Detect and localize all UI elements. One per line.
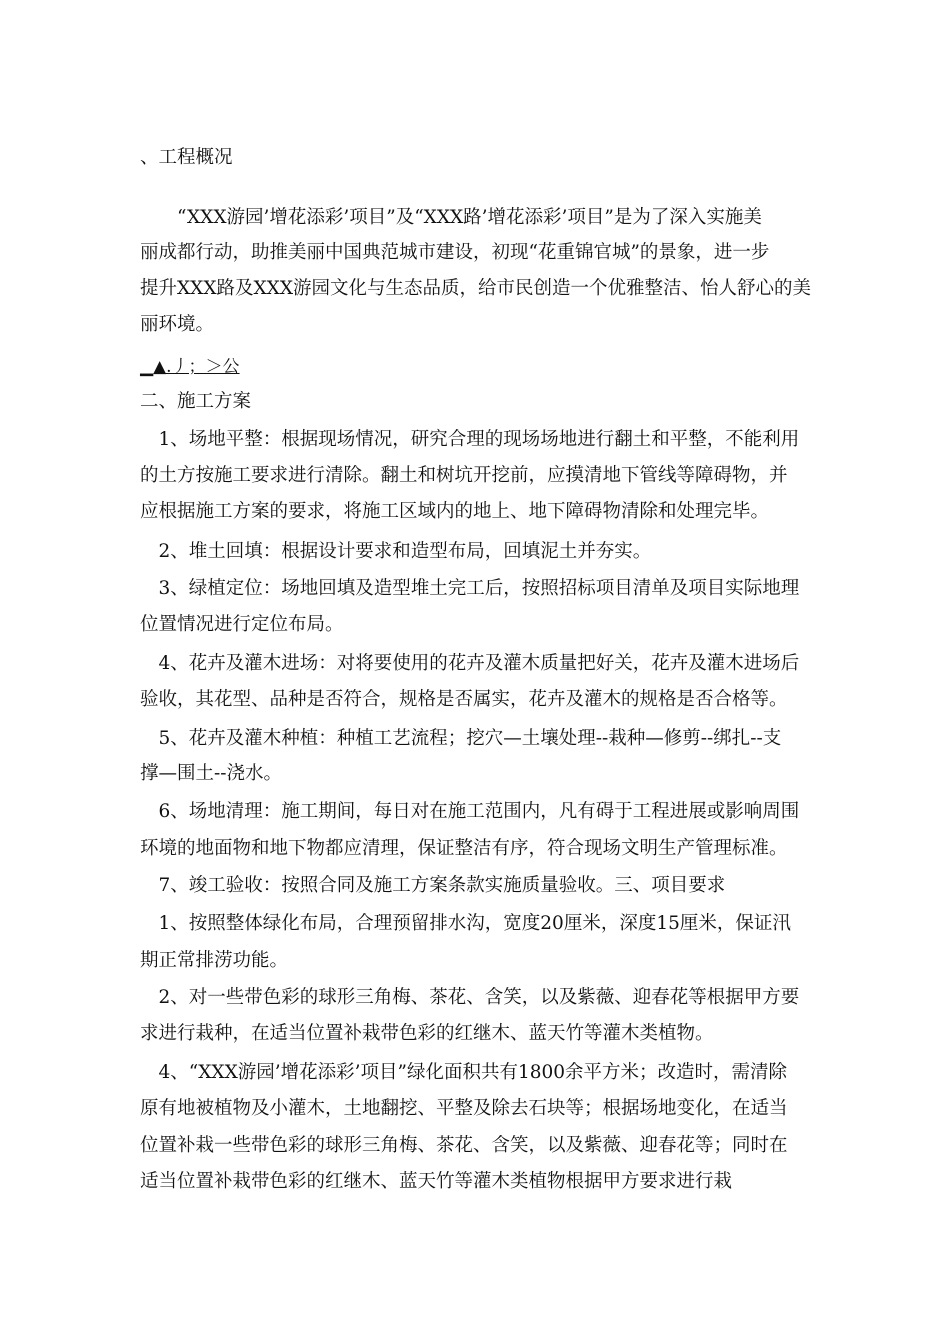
paragraph-line: 1、场地平整：根据现场情况，研究合理的现场场地进行翻土和平整，不能利用 [140,429,800,450]
paragraph-line: 4、“XXX游园’增花添彩’项目”绿化面积共有1800余平方米；改造时，需清除 [140,1062,788,1083]
section-heading-overview: 、工程概况 [140,147,233,168]
paragraph-line: 6、场地清理：施工期间，每日对在施工范围内，凡有碍于工程进展或影响周围 [140,801,800,822]
paragraph-line: 2、堆土回填：根据设计要求和造型布局，回填泥土并夯实。 [140,541,652,562]
section-heading-construction-plan: 二、施工方案 [140,391,252,412]
paragraph-line: 撑—围土--浇水。 [140,763,283,784]
paragraph-line: 丽成都行动，助推美丽中国典范城市建设，初现“花重锦官城”的景象，进一步 [140,242,770,263]
paragraph-line: 环境的地面物和地下物都应清理，保证整洁有序，符合现场文明生产管理标准。 [140,838,788,859]
paragraph-line: 2、对一些带色彩的球形三角梅、茶花、含笑，以及紫薇、迎春花等根据甲方要 [140,987,800,1008]
paragraph-line: 原有地被植物及小灌木，土地翻挖、平整及除去石块等；根据场地变化，在适当 [140,1098,788,1119]
paragraph-line: 1、按照整体绿化布局，合理预留排水沟，宽度20厘米，深度15厘米，保证汛 [140,913,791,934]
paragraph-line: 适当位置补栽带色彩的红继木、蓝天竹等灌木类植物根据甲方要求进行栽 [140,1171,733,1192]
paragraph-line: 7、竣工验收：按照合同及施工方案条款实施质量验收。三、项目要求 [140,875,726,896]
paragraph-line: 验收，其花型、品种是否符合，规格是否属实，花卉及灌木的规格是否合格等。 [140,689,788,710]
paragraph-line: 5、花卉及灌木种植：种植工艺流程；挖穴—土壤处理--栽种—修剪--绑扎--支 [140,728,782,749]
paragraph-line: 4、花卉及灌木进场：对将要使用的花卉及灌木质量把好关，花卉及灌木进场后 [140,653,800,674]
paragraph-line: 位置补栽一些带色彩的球形三角梅、茶花、含笑，以及紫薇、迎春花等；同时在 [140,1135,788,1156]
paragraph-line: 应根据施工方案的要求，将施工区域内的地上、地下障碍物清除和处理完毕。 [140,501,770,522]
paragraph-line: 位置情况进行定位布局。 [140,614,344,635]
paragraph-line: 的土方按施工要求进行清除。翻土和树坑开挖前，应摸清地下管线等障碍物，并 [140,465,788,486]
paragraph-line: “XXX游园’增花添彩’项目”及“XXX路’增花添彩’项目”是为了深入实施美 [140,207,762,228]
paragraph-line: 提升XXX路及XXX游园文化与生态品质，给市民创造一个优雅整洁、怡人舒心的美 [140,278,812,299]
paragraph-line: 丽环境。 [140,314,215,335]
paragraph-line: 求进行栽种，在适当位置补栽带色彩的红继木、蓝天竹等灌木类植物。 [140,1023,714,1044]
garbled-text-line: ▁▲.丿；＞公 [140,357,240,377]
paragraph-line: 期正常排涝功能。 [140,950,289,971]
paragraph-line: 3、绿植定位：场地回填及造型堆土完工后，按照招标项目清单及项目实际地理 [140,578,800,599]
